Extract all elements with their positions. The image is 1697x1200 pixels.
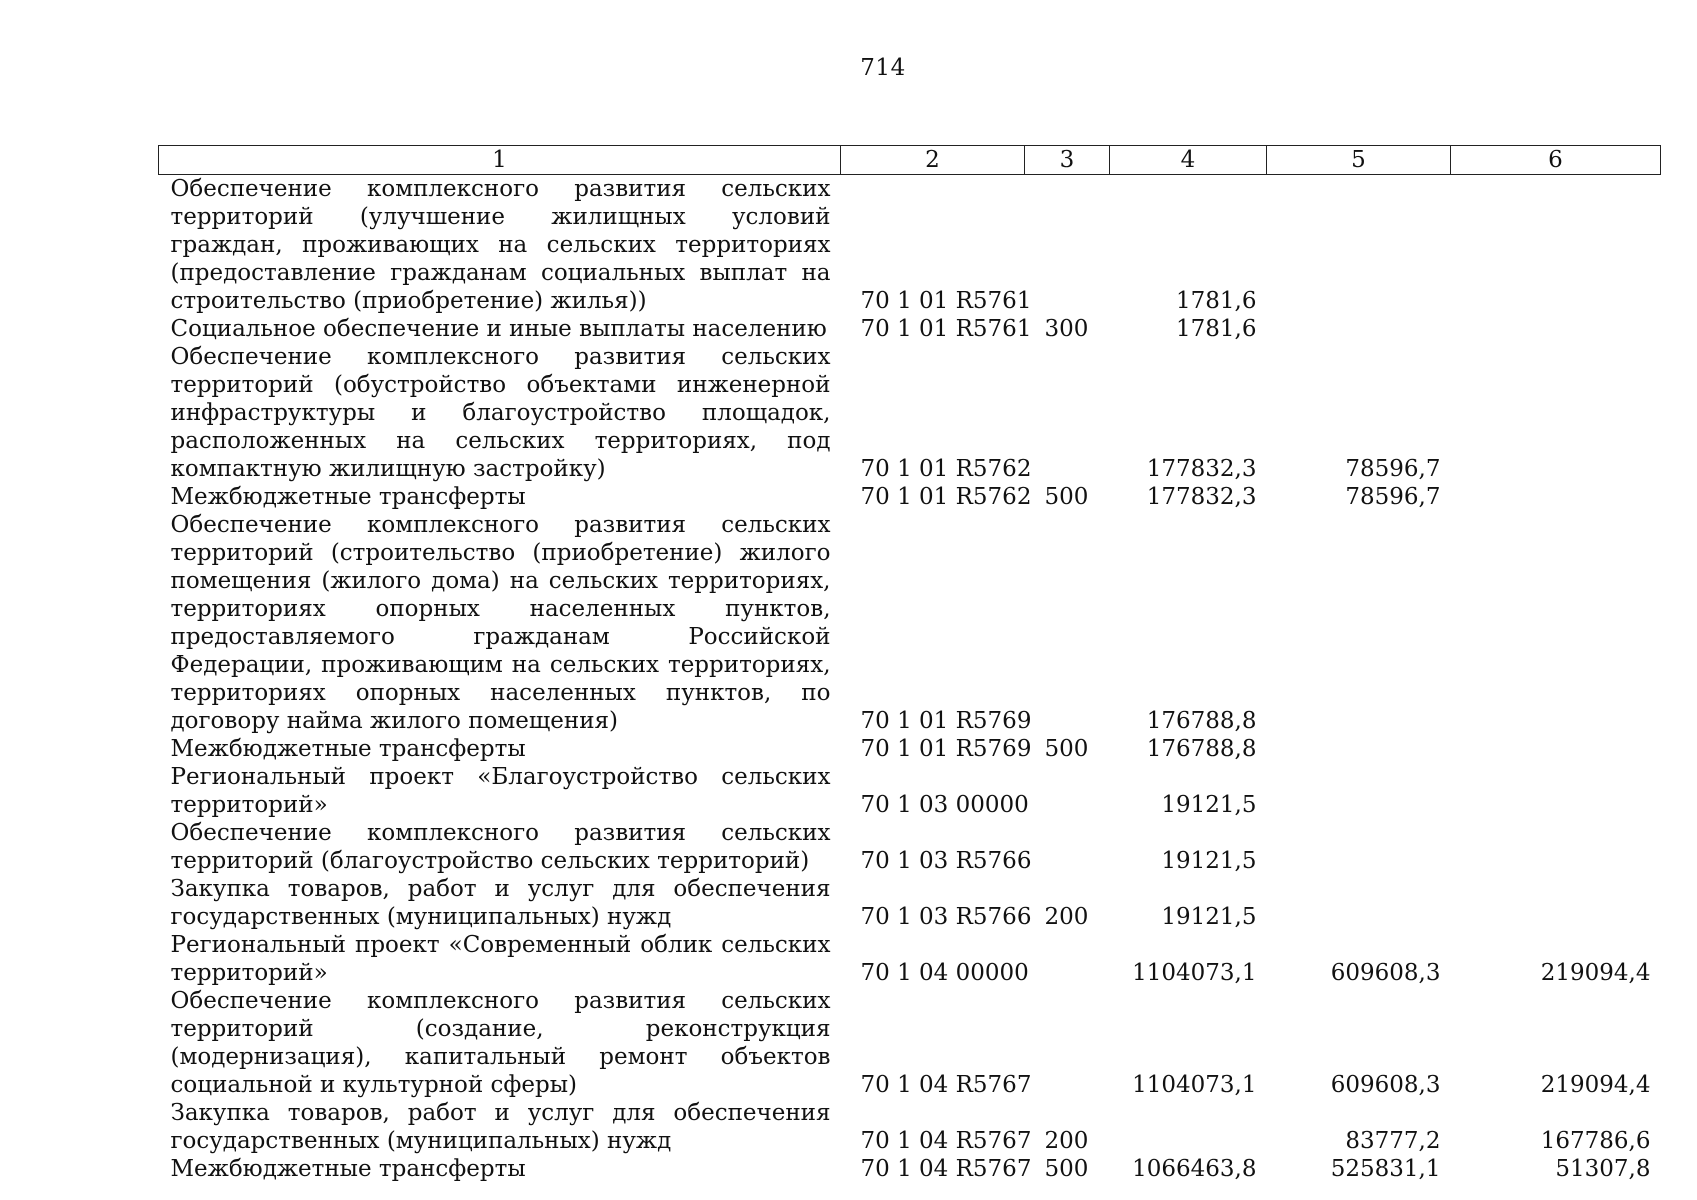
row-code: 70 1 04 R5767 [860,1072,1032,1098]
row-amount-col-5: 609608,3 [1330,960,1441,986]
row-amount-col-6: 219094,4 [1540,960,1651,986]
table-row [159,987,1661,1099]
row-expense-type: 500 [1044,736,1089,762]
row-expense-type: 300 [1044,316,1089,342]
row-code: 70 1 01 R5762 [860,484,1032,510]
row-expense-type [1025,763,1110,819]
row-amount-col-4: 19121,5 [1161,848,1257,874]
row-amount-col-5: 609608,3 [1330,1072,1441,1098]
row-amount-col-4 [1110,1099,1267,1155]
row-amount-col-4: 1066463,8 [1132,1156,1257,1182]
row-expense-type [1025,175,1110,316]
row-amount-col-5 [1267,735,1451,763]
page-number: 714 [860,55,906,81]
row-code: 70 1 03 R5766 [860,904,1032,930]
table-body [159,175,1661,1184]
row-amount-col-6 [1451,483,1661,511]
row-amount-col-5 [1267,875,1451,931]
row-expense-type: 500 [1044,484,1089,510]
header-col-2: 2 [841,146,1025,175]
row-expense-type [1025,931,1110,987]
row-code: 70 1 04 00000 [860,960,1029,986]
row-code: 70 1 01 R5761 [860,288,1032,314]
row-amount-col-4: 1104073,1 [1132,960,1257,986]
row-name: Обеспечение комплексного развития сельских территорий (улучшение жилищных условий граждан, проживающих на сельских территориях (предоставление гражданам социальных выплат на строительство (приобретение) жилья)) [170,176,831,314]
row-code: 70 1 01 R5762 [860,456,1032,482]
table-header [159,146,1661,175]
row-amount-col-5 [1267,175,1451,316]
budget-table [158,145,1661,1183]
row-code: 70 1 01 R5769 [860,736,1032,762]
row-amount-col-6 [1451,875,1661,931]
row-amount-col-6: 51307,8 [1555,1156,1651,1182]
row-name: Региональный проект «Благоустройство сельских территорий» [170,764,831,818]
header-col-3: 3 [1025,146,1110,175]
header-col-5: 5 [1267,146,1451,175]
table-row [159,343,1661,483]
row-amount-col-4: 177832,3 [1146,456,1257,482]
row-amount-col-4: 19121,5 [1161,904,1257,930]
table-row [159,875,1661,931]
row-code: 70 1 03 00000 [860,792,1029,818]
row-amount-col-6: 167786,6 [1540,1128,1651,1154]
row-amount-col-4: 176788,8 [1146,708,1257,734]
row-amount-col-4: 1781,6 [1176,316,1257,342]
row-amount-col-5: 78596,7 [1345,484,1441,510]
row-amount-col-5 [1267,819,1451,875]
row-amount-col-6 [1451,315,1661,343]
row-amount-col-6 [1451,511,1661,735]
row-amount-col-6 [1451,763,1661,819]
row-amount-col-5: 525831,1 [1330,1156,1441,1182]
row-amount-col-6 [1451,175,1661,316]
row-code: 70 1 01 R5761 [860,316,1032,342]
row-code: 70 1 01 R5769 [860,708,1032,734]
row-name: Региональный проект «Современный облик сельских территорий» [170,932,831,986]
table-row [159,1155,1661,1183]
row-amount-col-4: 19121,5 [1161,792,1257,818]
row-expense-type [1025,343,1110,483]
row-amount-col-4: 1104073,1 [1132,1072,1257,1098]
table-row [159,175,1661,316]
row-expense-type: 200 [1044,904,1089,930]
row-expense-type [1025,987,1110,1099]
row-expense-type [1025,511,1110,735]
row-name: Социальное обеспечение и иные выплаты населению [170,316,827,342]
row-amount-col-5 [1267,511,1451,735]
table-row [159,763,1661,819]
row-name: Обеспечение комплексного развития сельских территорий (благоустройство сельских территорий) [170,820,831,874]
row-name: Обеспечение комплексного развития сельских территорий (обустройство объектами инженерной инфраструктуры и благоустройство площадок, расположенных на сельских территориях, под компактную жилищную застройку) [170,344,831,482]
table-row [159,483,1661,511]
row-amount-col-6 [1451,735,1661,763]
header-col-1: 1 [159,146,841,175]
row-name: Закупка товаров, работ и услуг для обеспечения государственных (муниципальных) нужд [170,876,831,930]
row-amount-col-5 [1267,763,1451,819]
header-col-4: 4 [1110,146,1267,175]
row-name: Межбюджетные трансферты [170,736,526,762]
row-amount-col-4: 177832,3 [1146,484,1257,510]
row-name: Обеспечение комплексного развития сельских территорий (строительство (приобретение) жилого помещения (жилого дома) на сельских территориях, территориях опорных населенных пунктов, предоставляемого гражданам Российской Федерации, проживающим на сельских территориях, территориях опорных населенных пунктов, по договору найма жилого помещения) [170,512,831,734]
row-code: 70 1 03 R5766 [860,848,1032,874]
row-amount-col-6: 219094,4 [1540,1072,1651,1098]
row-name: Закупка товаров, работ и услуг для обеспечения государственных (муниципальных) нужд [170,1100,831,1154]
row-name: Межбюджетные трансферты [170,484,526,510]
table-row [159,931,1661,987]
row-code: 70 1 04 R5767 [860,1156,1032,1182]
table-row [159,1099,1661,1155]
table-row [159,819,1661,875]
table-row [159,511,1661,735]
row-amount-col-4: 176788,8 [1146,736,1257,762]
row-amount-col-5: 83777,2 [1345,1128,1441,1154]
row-expense-type: 500 [1044,1156,1089,1182]
row-expense-type [1025,819,1110,875]
table-row [159,315,1661,343]
row-expense-type: 200 [1044,1128,1089,1154]
row-amount-col-4: 1781,6 [1176,288,1257,314]
table-row [159,735,1661,763]
row-code: 70 1 04 R5767 [860,1128,1032,1154]
header-row [159,146,1661,175]
header-col-6: 6 [1451,146,1661,175]
row-name: Межбюджетные трансферты [170,1156,526,1182]
row-name: Обеспечение комплексного развития сельских территорий (создание, реконструкция (модернизация), капитальный ремонт объектов социальной и культурной сферы) [170,988,831,1098]
row-amount-col-5: 78596,7 [1345,456,1441,482]
row-amount-col-6 [1451,343,1661,483]
row-amount-col-5 [1267,315,1451,343]
row-amount-col-6 [1451,819,1661,875]
